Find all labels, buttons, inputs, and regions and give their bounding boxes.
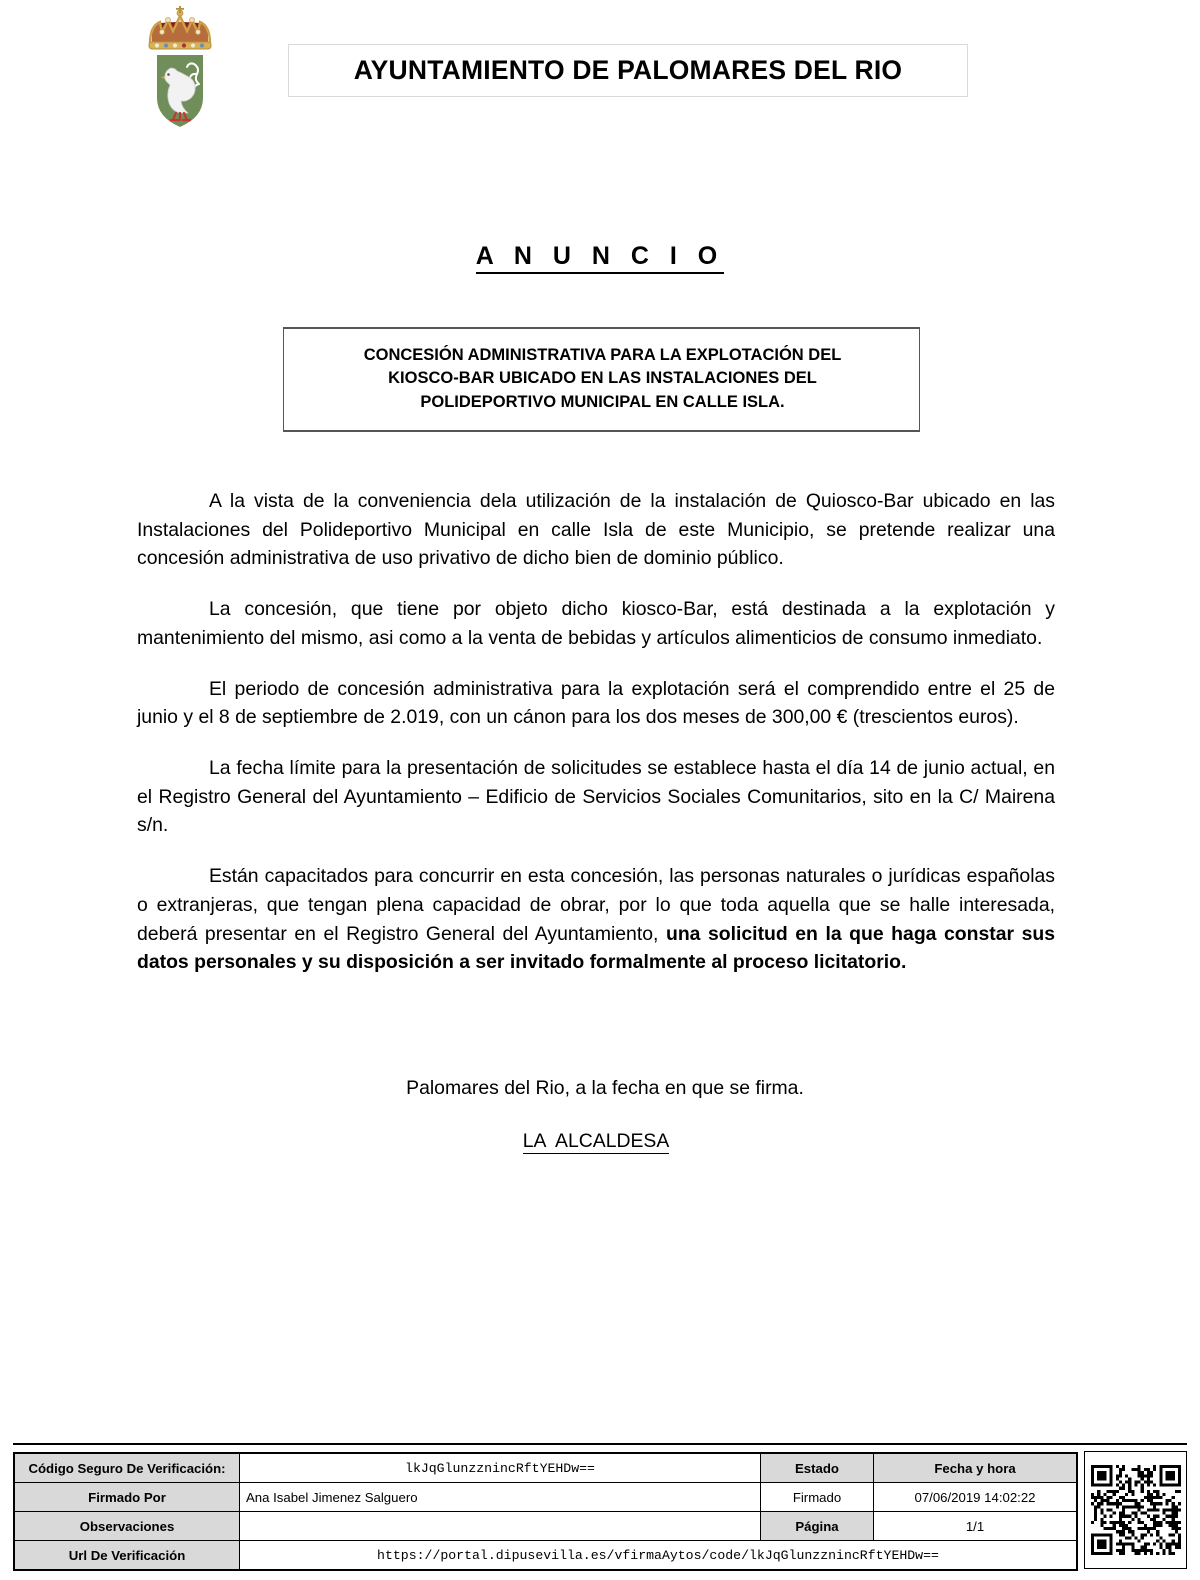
header-title: AYUNTAMIENTO DE PALOMARES DEL RIO xyxy=(353,55,903,85)
firmado-por-label: Firmado Por xyxy=(14,1483,240,1512)
page-title: A N U N C I O xyxy=(476,242,724,274)
document-header xyxy=(0,0,1200,150)
verification-table xyxy=(13,1452,1078,1571)
table-row xyxy=(14,1512,1077,1541)
footer-verification-block xyxy=(13,1452,1187,1569)
paragraph-5-normal: Están capacitados para concurrir en esta concesión, las personas naturales o jurídicas españolas o extranjeras, que tengan plena capacidad de obrar, por lo que toda aquella que se halle interesada, deberá presentar en el Registro General del Ayuntamiento, xyxy=(137,865,1055,945)
url-value: https://portal.dipusevilla.es/vfirmaAytos/code/lkJqGlunzznincRftYEHDw== xyxy=(240,1541,1078,1571)
pagina-label: Página xyxy=(761,1512,874,1541)
qr-code-icon xyxy=(1084,1451,1187,1569)
header-title-box xyxy=(288,44,968,97)
observaciones-label: Observaciones xyxy=(14,1512,240,1541)
coat-of-arms-icon xyxy=(142,2,218,130)
subtitle-line-3: POLIDEPORTIVO MUNICIPAL EN CALLE ISLA. xyxy=(420,392,785,411)
paragraph-1: A la vista de la conveniencia dela utilización de la instalación de Quiosco-Bar ubicado en las Instalaciones del Polideportivo Municipal en calle Isla de este Municipio, se pretende realizar una concesión administrativa de uso privativo de dicho bien de dominio público. xyxy=(137,490,1055,570)
subtitle-line-2: KIOSCO-BAR UBICADO EN LAS INSTALACIONES DEL xyxy=(388,369,817,388)
observaciones-value xyxy=(240,1512,761,1541)
subtitle-line-1: CONCESIÓN ADMINISTRATIVA PARA LA EXPLOTACIÓN DEL xyxy=(363,346,842,364)
signer-title: LA ALCALDESA xyxy=(522,1130,670,1152)
paragraph-2: La concesión, que tiene por objeto dicho kiosco-Bar, está destinada a la explotación y mantenimiento del mismo, asi como a la venta de bebidas y artículos alimenticios de consumo inmediato. xyxy=(137,598,1055,649)
signer-line-wrap xyxy=(137,1130,1055,1154)
fecha-label: Fecha y hora xyxy=(874,1453,1078,1483)
anuncio-heading-wrap xyxy=(0,242,1200,274)
closing-line: Palomares del Rio, a la fecha en que se firma. xyxy=(406,1077,804,1099)
fecha-value: 07/06/2019 14:02:22 xyxy=(874,1483,1078,1512)
table-row xyxy=(14,1483,1077,1512)
footer-top-rule xyxy=(13,1443,1187,1445)
table-row xyxy=(14,1453,1077,1483)
estado-value: Firmado xyxy=(761,1483,874,1512)
url-label: Url De Verificación xyxy=(14,1541,240,1571)
table-row xyxy=(14,1541,1077,1571)
csv-label: Código Seguro De Verificación: xyxy=(14,1453,240,1483)
closing-line-wrap xyxy=(137,1077,1055,1100)
paragraph-4: La fecha límite para la presentación de solicitudes se establece hasta el día 14 de junio actual, en el Registro General del Ayuntamiento – Edificio de Servicios Sociales Comunitarios, sito en la C/ Mairena s/n. xyxy=(137,757,1055,837)
subtitle-box xyxy=(283,328,920,431)
subtitle-text xyxy=(284,344,921,414)
pagina-value: 1/1 xyxy=(874,1512,1078,1541)
estado-label: Estado xyxy=(761,1453,874,1483)
paragraph-5-bold: una solicitud en la que haga constar sus datos personales y su disposición a ser invitado formalmente al proceso licitatorio. xyxy=(137,922,1056,974)
csv-value: lkJqGlunzznincRftYEHDw== xyxy=(240,1453,761,1483)
paragraph-5 xyxy=(137,862,1055,977)
paragraph-3: El periodo de concesión administrativa para la explotación será el comprendido entre el 25 de junio y el 8 de septiembre de 2.019, con un cánon para los dos meses de 300,00 € (trescientos euros). xyxy=(137,677,1055,729)
document-body xyxy=(137,487,1055,977)
firmado-por-value: Ana Isabel Jimenez Salguero xyxy=(240,1483,761,1512)
